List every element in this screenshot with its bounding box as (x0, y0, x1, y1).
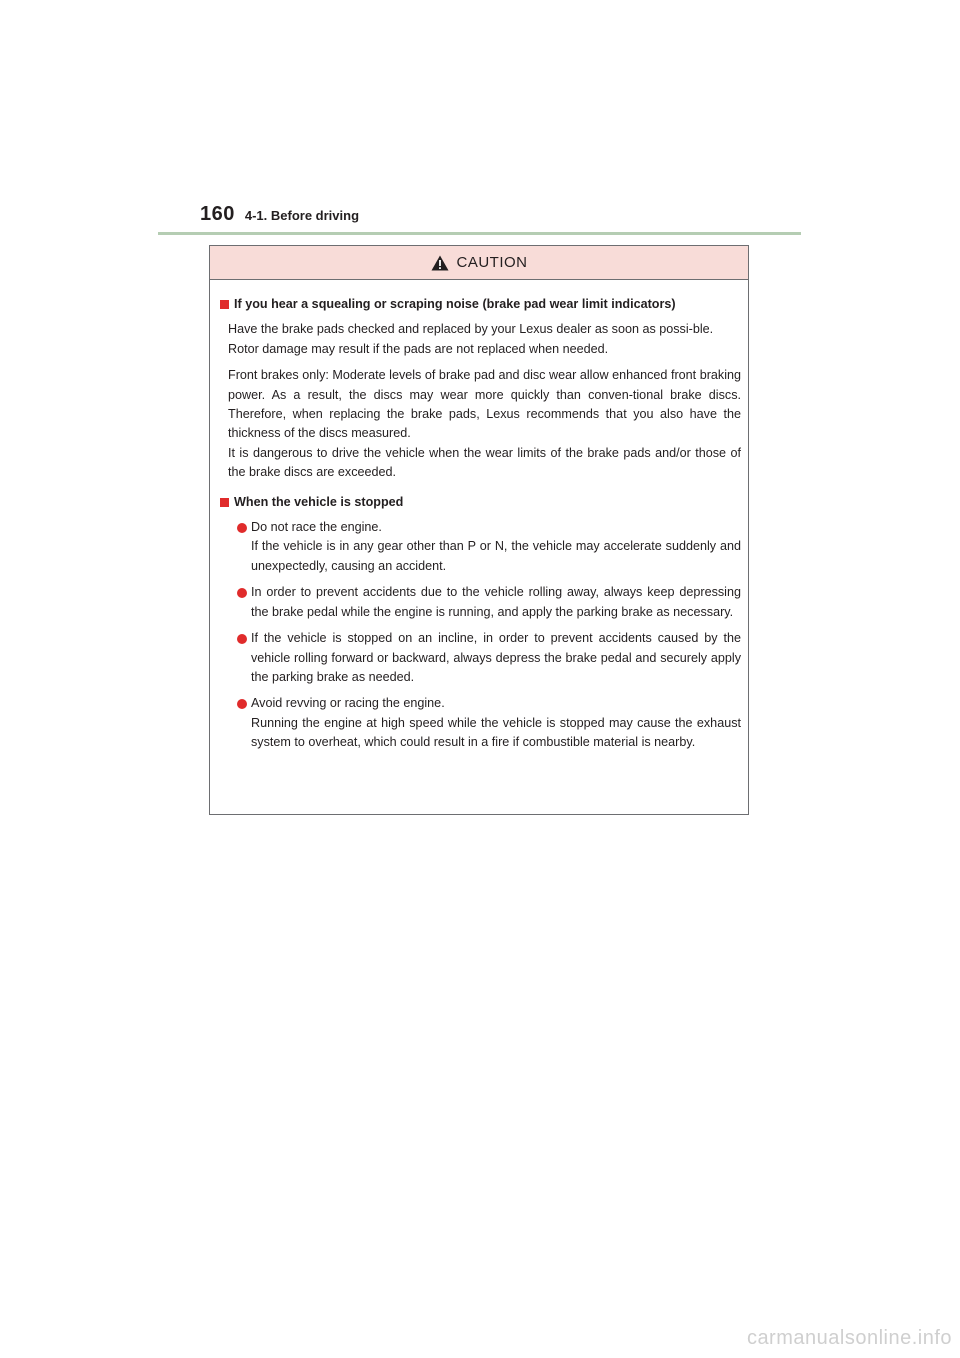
page-number: 160 (200, 203, 235, 225)
round-bullet-icon (237, 699, 247, 709)
list-item: In order to prevent accidents due to the vehicle rolling away, always keep depressing the brake pedal while the engine is running, and apply the parking brake as necessary. (237, 583, 741, 622)
square-bullet-icon (220, 498, 229, 507)
page-header (200, 203, 359, 231)
caution-header (210, 246, 748, 280)
section-heading-vehicle-stopped: When the vehicle is stopped (220, 493, 741, 512)
square-bullet-icon (220, 300, 229, 309)
list-item: Avoid revving or racing the engine. Running the engine at high speed while the vehicle is stopped may cause the exhaust system to overheat, which could result in a fire if combustible material is nearby. (237, 694, 741, 752)
list-item: If the vehicle is stopped on an incline, in order to prevent accidents caused by the vehicle rolling forward or backward, always depress the brake pedal and securely apply the parking brake as needed. (237, 629, 741, 687)
caution-box (209, 245, 749, 815)
warning-triangle-icon (431, 255, 449, 271)
paragraph: Have the brake pads checked and replaced by your Lexus dealer as soon as possi-ble. Rotor damage may result if the pads are not replaced when needed. (228, 322, 714, 356)
list-item: Do not race the engine. If the vehicle is in any gear other than P or N, the vehicle may accelerate suddenly and unexpectedly, causing an accident. (237, 518, 741, 576)
paragraph: Front brakes only: Moderate levels of brake pad and disc wear allow enhanced front braking power. As a result, the discs may wear more quickly than conven-tional brake discs. Therefore, when replacing the brake pads, Lexus recommends that you also have the thickness of the discs measured. It is dangerous to drive the vehicle when the wear limits of the brake pads and/or those of the brake discs are exceeded. (228, 368, 741, 480)
caution-label: CAUTION (456, 254, 528, 271)
section-heading-brake-noise: If you hear a squealing or scraping noise (brake pad wear limit indicators) (220, 295, 741, 314)
section-title: 4-1. Before driving (244, 208, 360, 223)
round-bullet-icon (237, 588, 247, 598)
watermark: carmanualsonline.info (746, 1327, 952, 1349)
caution-body (210, 280, 748, 753)
header-rule (158, 232, 801, 235)
round-bullet-icon (237, 523, 247, 533)
round-bullet-icon (237, 634, 247, 644)
